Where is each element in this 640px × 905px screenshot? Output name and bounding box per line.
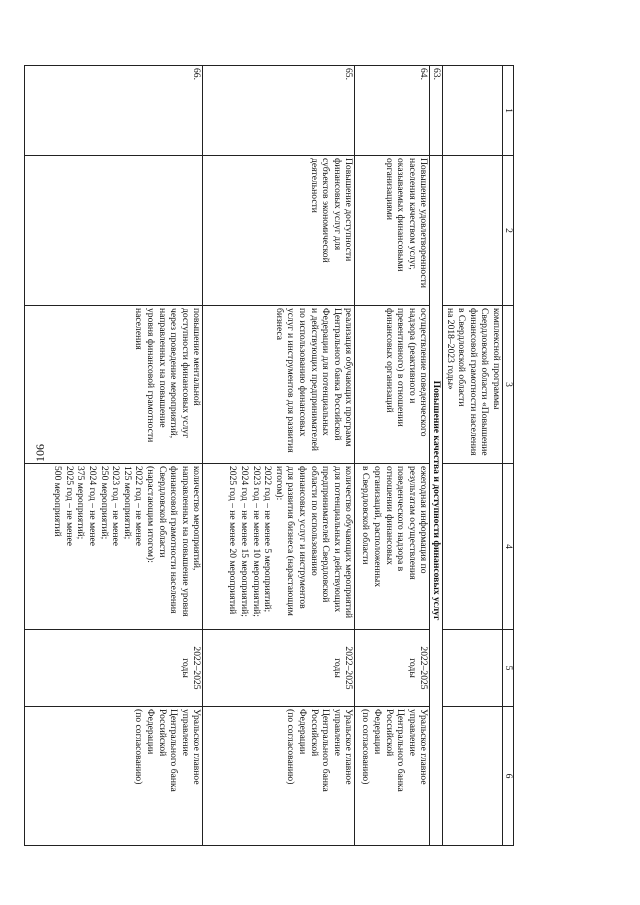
header-col-5: 5 — [503, 630, 514, 707]
text-line: деятельности — [308, 158, 320, 213]
text-line: Российской — [308, 709, 320, 757]
text-line: комплексной программы — [491, 308, 502, 410]
text-line: 2024 год – не менее 15 мероприятий; — [239, 466, 251, 617]
text-line: 2023 год – не менее 10 мероприятий; — [250, 466, 262, 617]
text-line: 2022 год – не менее 5 мероприятий; — [262, 466, 274, 613]
text-line: (нарастающим итогом): — [145, 466, 157, 563]
text-line: ежегодная информация по — [418, 466, 430, 574]
text-line: финансовых услуг для — [331, 158, 343, 251]
text-line: 2024 год – не менее — [87, 466, 99, 547]
text-line: 2022 год – не менее — [133, 466, 145, 547]
text-line: Свердловской области — [156, 466, 168, 558]
row-period — [25, 630, 203, 707]
continuation-row — [443, 66, 503, 846]
text-line: Федерации для потенциальных — [320, 308, 332, 436]
text-line: Центрального банка — [168, 709, 180, 792]
text-line: 250 мероприятий; — [98, 466, 110, 540]
text-line: осуществление поведенческого — [418, 308, 430, 437]
text-line: годы — [331, 658, 343, 678]
row-executor — [203, 707, 355, 846]
text-line: услуг и инструментов для развития — [285, 308, 297, 453]
header-col-2: 2 — [503, 156, 514, 306]
row-period — [355, 630, 430, 707]
text-line: Центрального банка Российской — [331, 308, 343, 441]
text-line: организациями — [383, 158, 395, 220]
text-line: в Свердловской области — [360, 466, 372, 565]
table-row — [25, 66, 203, 846]
row-measure — [355, 306, 430, 464]
text-line: (по согласованию) — [285, 709, 297, 785]
text-line: превентивного) в отношении — [395, 308, 407, 427]
header-col-3: 3 — [503, 306, 514, 464]
text-line: надзора (реактивного и — [406, 308, 418, 404]
row-number: 64. — [355, 66, 430, 156]
text-line: Уральское главное — [191, 709, 203, 785]
text-line: Федерации — [145, 709, 157, 755]
row-measure — [203, 306, 355, 464]
text-line: 2023 год – не менее — [110, 466, 122, 547]
text-line: реализация обучающих программ — [343, 308, 355, 447]
row-task — [203, 156, 355, 306]
row-executor — [25, 707, 203, 846]
row-number: 65. — [203, 66, 355, 156]
text-line: финансовых организаций — [383, 308, 395, 413]
row-task — [355, 156, 430, 306]
text-line: Уральское главное — [343, 709, 355, 785]
text-line: результатам осуществления — [406, 466, 418, 580]
text-line: области по использованию — [308, 466, 320, 576]
row-indicator — [355, 464, 430, 630]
header-col-1: 1 — [503, 66, 514, 156]
text-line: субъектов экономической — [320, 158, 332, 263]
header-col-6: 6 — [503, 707, 514, 846]
text-line: через проведение мероприятий, — [168, 308, 180, 439]
table-row — [355, 66, 430, 846]
text-line: повышение ментальной — [191, 308, 203, 406]
row-indicator — [25, 464, 203, 630]
text-line: годы — [406, 658, 418, 678]
text-line: Федерации — [372, 709, 384, 755]
continuation-task — [443, 156, 503, 306]
continuation-period — [443, 630, 503, 707]
row-indicator — [203, 464, 355, 630]
continuation-num — [443, 66, 503, 156]
text-line: Уральское главное — [418, 709, 430, 785]
text-line: направленных на повышение — [156, 308, 168, 428]
text-line: 2022–2025 — [343, 646, 355, 690]
text-line: и действующих предпринимателей — [308, 308, 320, 452]
text-line: управление — [179, 709, 191, 756]
text-line: для потенциальных и действующих — [331, 466, 343, 613]
text-line: 500 мероприятий — [52, 466, 64, 537]
section-row — [430, 66, 443, 846]
text-line: населения качеством услуг, — [406, 158, 418, 270]
text-line: финансовых услуг и инструментов — [297, 466, 309, 609]
text-line: управление — [331, 709, 343, 756]
text-line: управление — [406, 709, 418, 756]
text-line: предпринимателей Свердловской — [320, 466, 332, 603]
text-line: Центрального банка — [395, 709, 407, 792]
text-line: итогом): — [273, 466, 285, 501]
header-col-4: 4 — [503, 464, 514, 630]
rotated-table-wrapper — [4, 65, 514, 845]
continuation-measure — [443, 306, 503, 464]
text-line: 2025 год – не менее — [63, 466, 75, 547]
row-executor — [355, 707, 430, 846]
continuation-indicator — [443, 464, 503, 630]
text-line: поведенческого надзора в — [395, 466, 407, 572]
text-line: (по согласованию) — [360, 709, 372, 785]
program-table — [24, 65, 514, 846]
text-line: финансовой грамотности населения — [467, 308, 479, 456]
text-line: Повышение удовлетворенности — [418, 158, 430, 288]
text-line: Повышение доступности — [343, 158, 355, 262]
section-number: 63. — [430, 66, 443, 156]
row-measure — [25, 306, 203, 464]
text-line: 125 мероприятий; — [121, 466, 133, 540]
text-line: 375 мероприятий; — [75, 466, 87, 540]
text-line: по использованию финансовых — [297, 308, 309, 437]
page-number: 106 — [33, 444, 47, 462]
text-line: Свердловской области «Повышение — [479, 308, 491, 456]
text-line: на 2018–2023 годы» — [444, 308, 456, 390]
text-line: бизнеса — [273, 308, 285, 341]
continuation-executor — [443, 707, 503, 846]
text-line: доступности финансовых услуг — [179, 308, 191, 439]
row-task — [25, 156, 203, 306]
text-line: количество обучающих мероприятий — [343, 466, 355, 619]
text-line: количество мероприятий, — [191, 466, 203, 571]
text-line: Российской — [156, 709, 168, 757]
header-row — [503, 66, 514, 846]
text-line: оказываемых финансовыми — [395, 158, 407, 272]
text-line: (по согласованию) — [133, 709, 145, 785]
text-line: уровня финансовой грамотности — [145, 308, 157, 443]
text-line: населения — [133, 308, 145, 350]
text-line: Федерации — [297, 709, 309, 755]
text-line: Российской — [383, 709, 395, 757]
text-line: 2025 год – не менее 20 мероприятий — [227, 466, 239, 615]
row-number: 66. — [25, 66, 203, 156]
text-line: в Свердловской области — [456, 308, 468, 407]
section-title: Повышение качества и доступности финансовых услуг — [430, 156, 443, 846]
text-line: 2022–2025 — [191, 646, 203, 690]
text-line: Центрального банка — [320, 709, 332, 792]
table-row — [203, 66, 355, 846]
text-line: организаций, расположенных — [372, 466, 384, 588]
row-period — [203, 630, 355, 707]
text-line: для развития бизнеса (нарастающим — [285, 466, 297, 616]
text-line: отношении финансовых — [383, 466, 395, 565]
text-line: 2022–2025 — [418, 646, 430, 690]
text-line: направленных на повышение уровня — [179, 466, 191, 617]
text-line: годы — [179, 658, 191, 678]
text-line: финансовой грамотности населения — [168, 466, 180, 614]
